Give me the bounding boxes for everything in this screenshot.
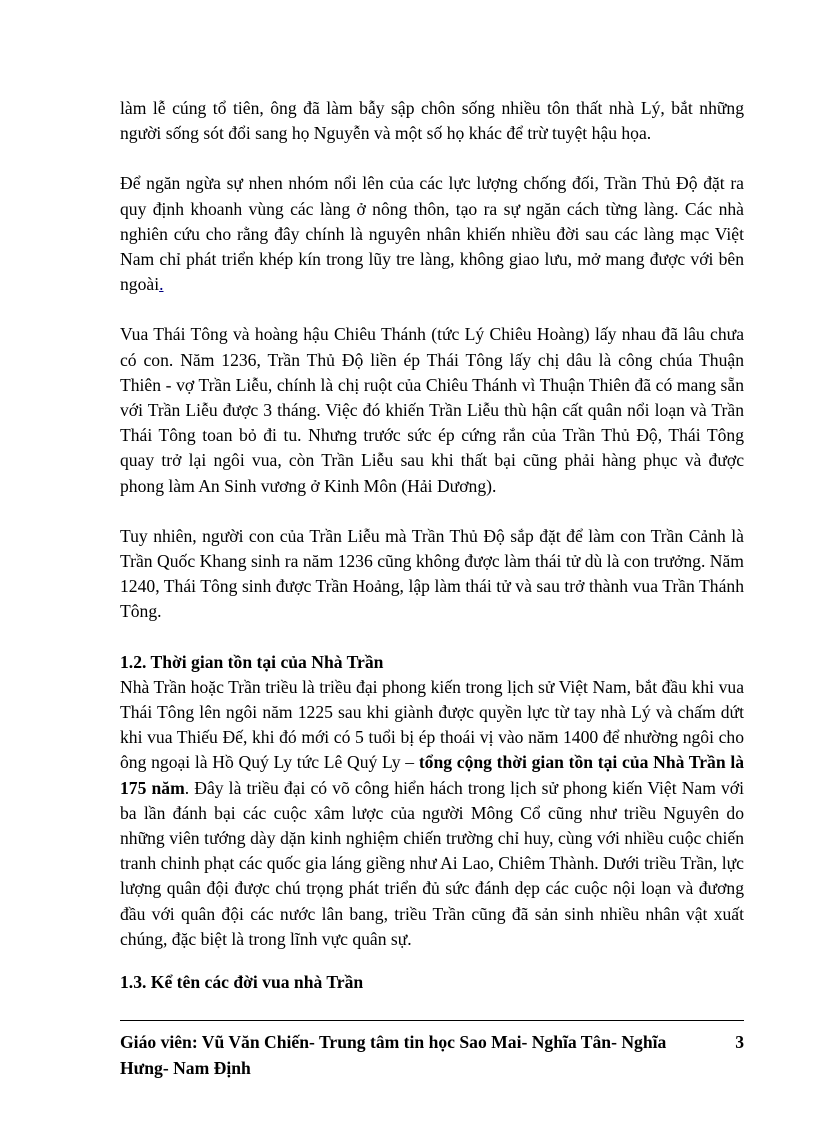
page-footer: [120, 1030, 744, 1081]
paragraph-5: [120, 675, 744, 952]
paragraph-4: Tuy nhiên, người con của Trần Liễu mà Trần Thủ Độ sắp đặt để làm con Trần Cảnh là Trần Quốc Khang sinh ra năm 1236 cũng không được làm thái tử dù là con trưởng. Năm 1240, Thái Tông sinh được Trần Hoảng, lập làm thái tử và sau trở thành vua Trần Thánh Tông.: [120, 525, 744, 622]
paragraph-3: Vua Thái Tông và hoàng hậu Chiêu Thánh (tức Lý Chiêu Hoàng) lấy nhau đã lâu chưa có con. Năm 1236, Trần Thủ Độ liền ép Thái Tông lấy chị dâu là công chúa Thuận Thiên - vợ Trần Liễu, chính là chị ruột của Chiêu Thánh vì Thuận Thiên đã có mang sẵn với Trần Liễu được 3 tháng. Việc đó khiến Trần Liễu thù hận cất quân nổi loạn và Trần Thái Tông toan bỏ đi tu. Nhưng trước sức ép cứng rắn của Trần Thủ Độ, Thái Tông quay trở lại ngôi vua, còn Trần Liễu sau khi thất bại cũng phải hàng phục và được phong làm An Sinh vương ở Kinh Môn (Hải Dương).: [120, 324, 744, 496]
document-body: [120, 96, 744, 995]
section-heading-1-3: 1.3. Kể tên các đời vua nhà Trần: [120, 972, 364, 993]
paragraph-2: [120, 171, 744, 297]
paragraph-5-bold: tổng cộng thời gian tồn tại của Nhà Trần là 175 năm: [120, 752, 745, 798]
section-heading-1-2: 1.2. Thời gian tồn tại của Nhà Trần: [120, 651, 384, 672]
paragraph-5-part-b: . Đây là triều đại có võ công hiển hách trong lịch sử phong kiến Việt Nam với ba lần đánh bại các cuộc xâm lược của người Mông Cổ cũng như triều Nguyên do những viên tướng dày dặn kinh nghiệm chiến trường chỉ huy, cùng với nhiều cuộc chiến tranh chinh phạt các quốc gia láng giềng như Ai Lao, Chiêm Thành. Dưới triều Trần, lực lượng quân đội được chú trọng phát triển đủ sức đánh dẹp các cuộc nội loạn và đương đầu với quân đội các nước lân bang, triều Trần cũng đã sản sinh nhiều nhân vật xuất chúng, đặc biệt là trong lĩnh vực quân sự.: [120, 777, 744, 949]
paragraph-1: làm lễ cúng tổ tiên, ông đã làm bẫy sập chôn sống nhiều tôn thất nhà Lý, bắt những người sống sót đổi sang họ Nguyễn và một số họ khác để trừ tuyệt hậu họa.: [120, 98, 744, 144]
footer-divider: [120, 1020, 744, 1021]
page-number: 3: [735, 1032, 744, 1052]
paragraph-2-end: .: [159, 274, 164, 295]
paragraph-2-text: Để ngăn ngừa sự nhen nhóm nổi lên của các lực lượng chống đối, Trần Thủ Độ đặt ra quy định khoanh vùng các làng ở nông thôn, tạo ra sự ngăn cách từng làng. Các nhà nghiên cứu cho rằng đây chính là nguyên nhân khiến nhiều đời sau các làng mạc Việt Nam chỉ phát triển khép kín trong lũy tre làng, không giao lưu, mở mang được với bên ngoài: [120, 173, 744, 295]
paragraph-5-part-a: Nhà Trần hoặc Trần triều là triều đại phong kiến trong lịch sử Việt Nam, bắt đầu khi vua Thái Tông lên ngôi năm 1225 sau khi giành được quyền lực từ tay nhà Lý và chấm dứt khi vua Thiếu Đế, khi đó mới có 5 tuổi bị ép thoái vị vào năm 1400 để nhường ngôi cho ông ngoại là Hồ Quý Ly tức Lê Quý Ly –: [120, 676, 744, 773]
footer-text: Giáo viên: Vũ Văn Chiến- Trung tâm tin học Sao Mai- Nghĩa Tân- Nghĩa Hưng- Nam Định: [120, 1032, 667, 1078]
